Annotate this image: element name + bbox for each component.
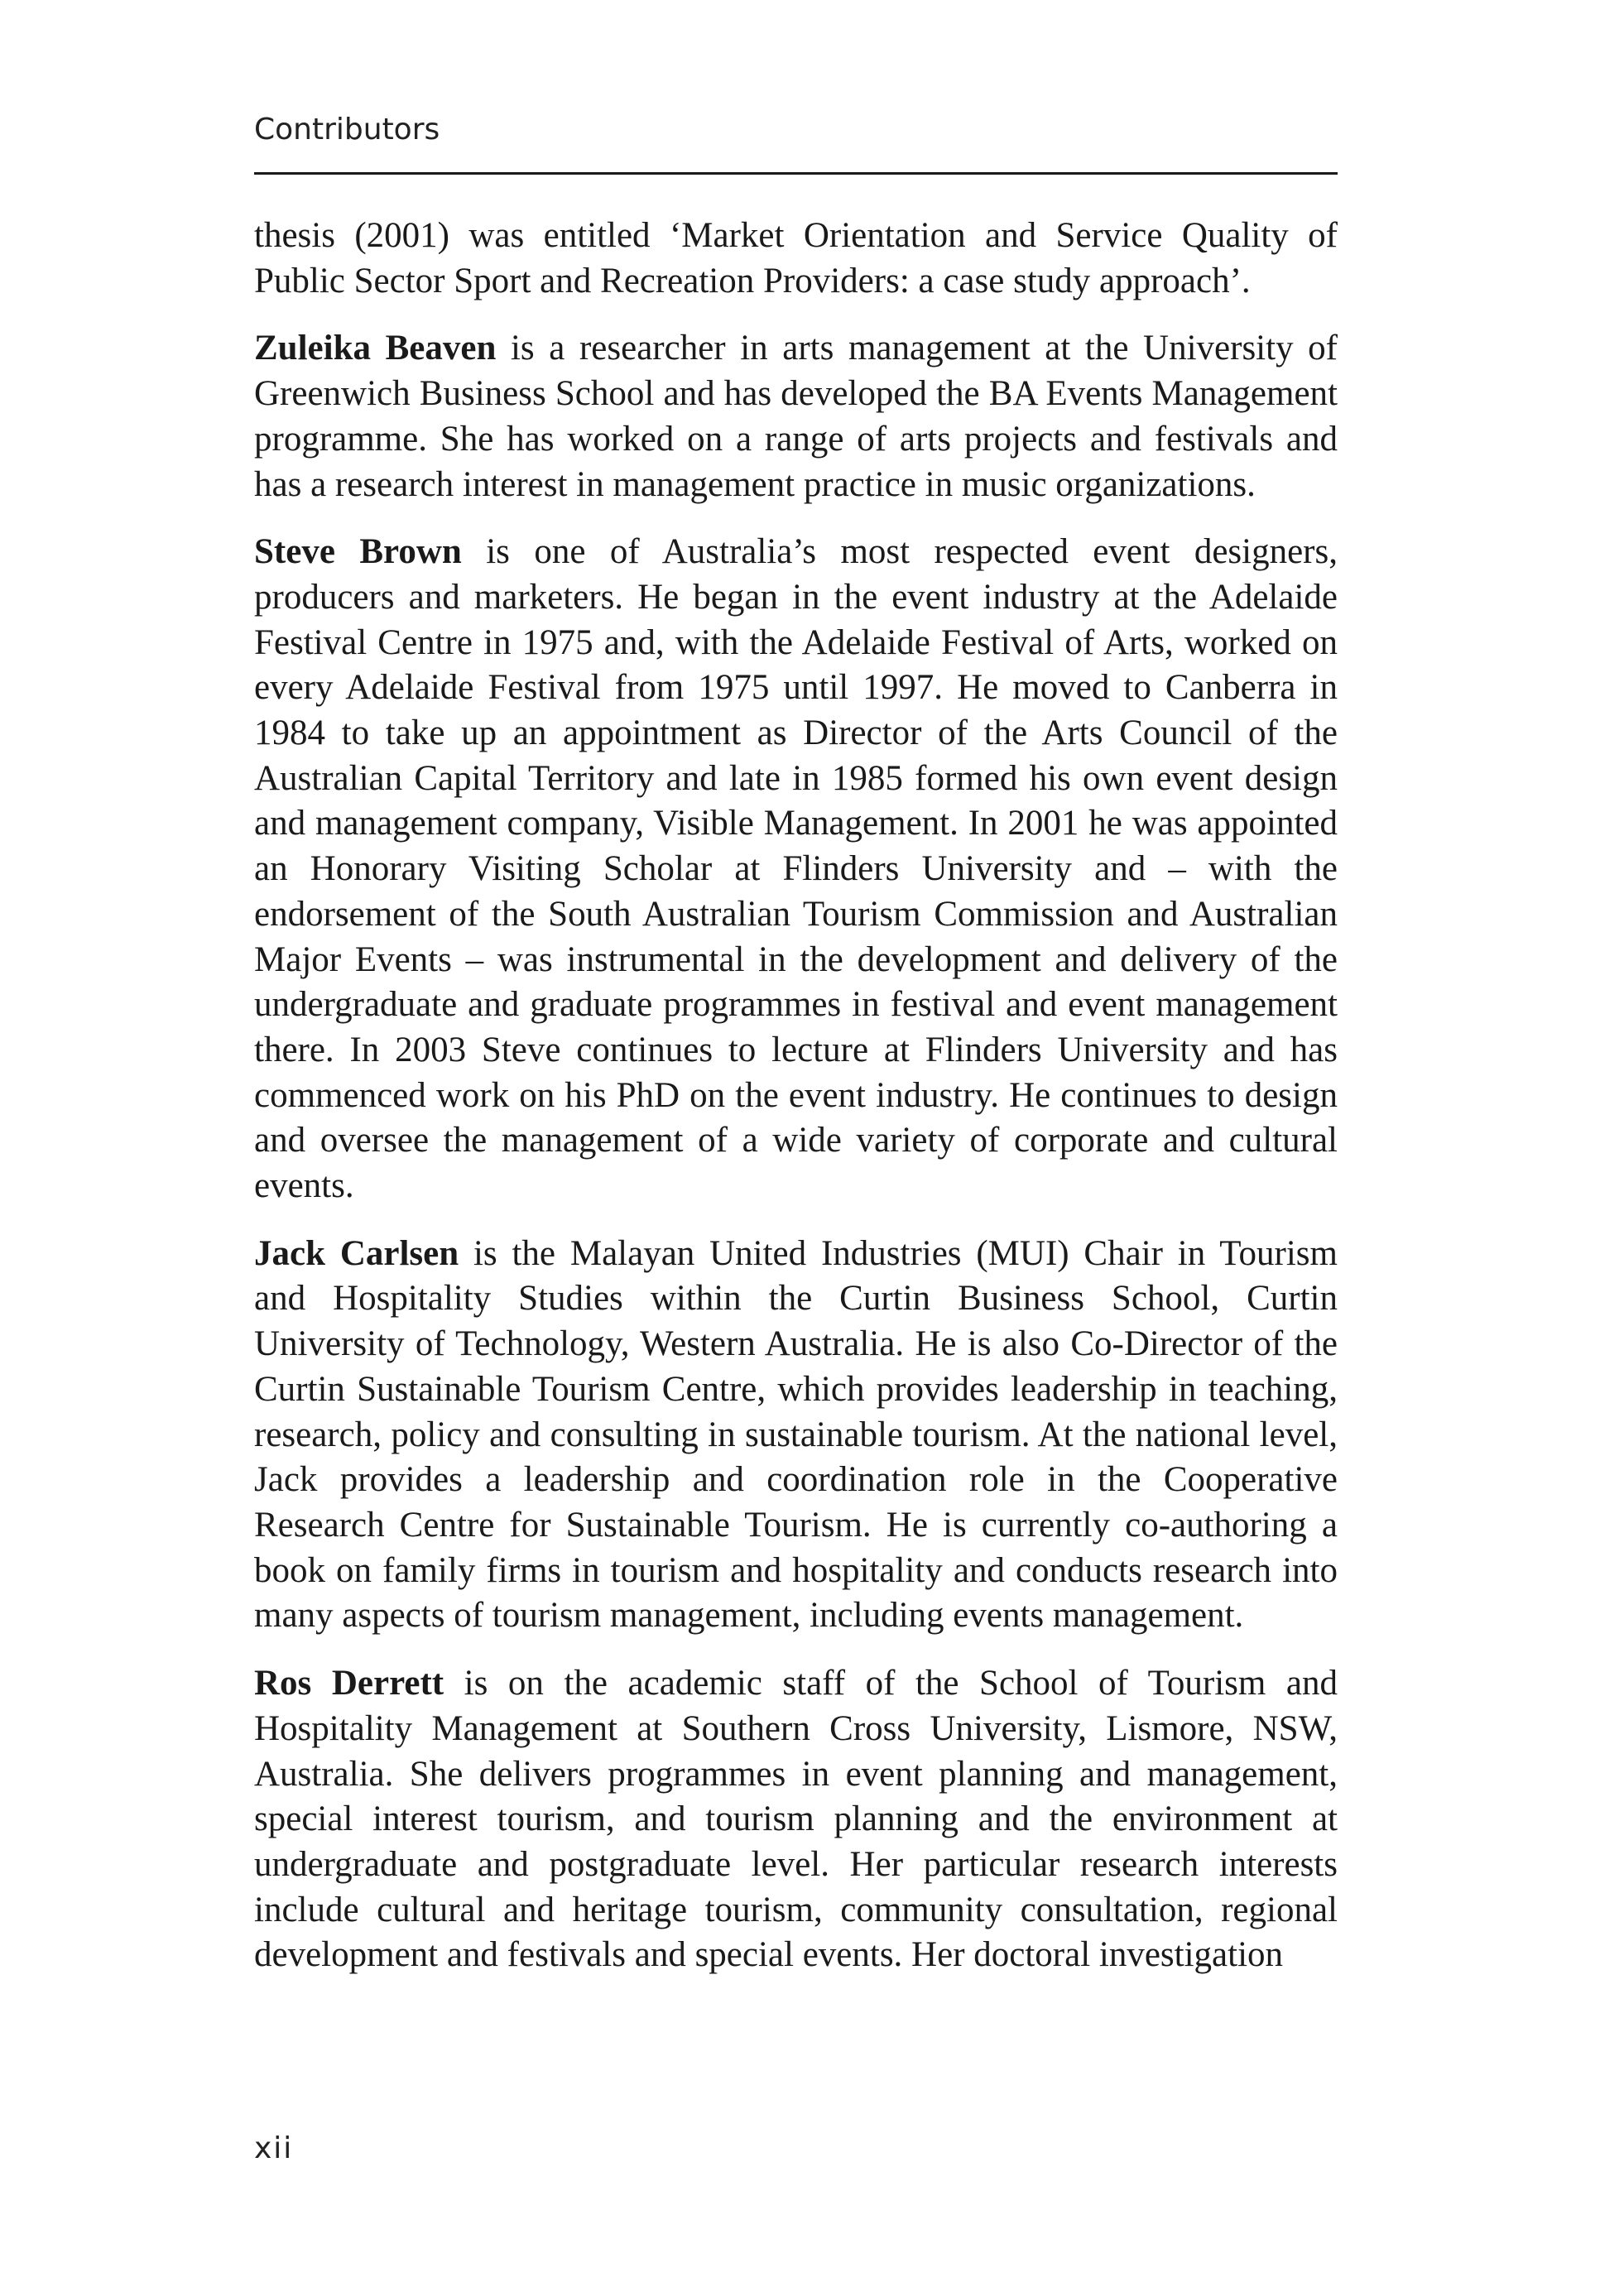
contributor-entry-brown — [254, 530, 1338, 1209]
contributor-name: Jack Carlsen — [254, 1233, 459, 1273]
contributor-bio: is one of Australia’s most respected event designers, producers and marketers. He began in the event industry at the Adelaide Festival Centre in 1975 and, with the Adelaide Festival of Arts, worked on every Adelaide Festival from 1975 until 1997. He moved to Canberra in 1984 to take up an appointment as Director of the Arts Council of the Australian Capital Territory and late in 1985 formed his own event design and management company, Visible Management. In 2001 he was appointed an Honorary Visiting Scholar at Flinders University and – with the endorsement of the South Australian Tourism Commission and Australian Major Events – was instrumental in the development and delivery of the undergraduate and graduate programmes in festival and event management there. In 2003 Steve continues to lecture at Flinders University and has commenced work on his PhD on the event industry. He continues to design and oversee the management of a wide variety of corporate and cultural events. — [254, 532, 1338, 1206]
contributors-text — [254, 214, 1338, 2001]
contributor-entry-derrett — [254, 1661, 1338, 1978]
paragraph-text: thesis (2001) was entitled ‘Market Orientation and Service Quality of Public Sector Sport and Recreation Providers: a case study approach’. — [254, 216, 1338, 300]
header-rule — [254, 172, 1338, 175]
page-number: xii — [254, 2131, 294, 2165]
contributor-entry-carlsen — [254, 1232, 1338, 1639]
contributor-bio: is on the academic staff of the School of Tourism and Hospitality Management at Southern Cross University, Lismore, NSW, Australia. She delivers programmes in event planning and management, special interest tourism, and tourism planning and the environment at undergraduate and postgraduate level. Her particular research interests include cultural and heritage tourism, community consultation, regional development and festivals and special events. Her doctoral investigation — [254, 1664, 1338, 1975]
paragraph-thesis-continuation — [254, 214, 1338, 304]
contributor-name: Steve Brown — [254, 532, 462, 572]
contributor-bio: is a researcher in arts management at the University of Greenwich Business School and has developed the BA Events Management programme. She has worked on a range of arts projects and festivals and has a research interest in management practice in music organizations. — [254, 329, 1338, 504]
contributor-name: Ros Derrett — [254, 1664, 444, 1703]
contributor-bio: is the Malayan United Industries (MUI) Chair in Tourism and Hospitality Studies within the Curtin Business School, Curtin University of Technology, Western Australia. He is also Co-Director of the Curtin Sustainable Tourism Centre, which provides leadership in teaching, research, policy and consulting in sustainable tourism. At the national level, Jack provides a leadership and coordination role in the Cooperative Research Centre for Sustainable Tourism. He is currently co-authoring a book on family firms in tourism and hospitality and conducts research into many aspects of tourism management, including events management. — [254, 1233, 1338, 1636]
contributor-name: Zuleika Beaven — [254, 329, 497, 368]
running-head: Contributors — [254, 113, 440, 147]
contributor-entry-beaven — [254, 326, 1338, 507]
